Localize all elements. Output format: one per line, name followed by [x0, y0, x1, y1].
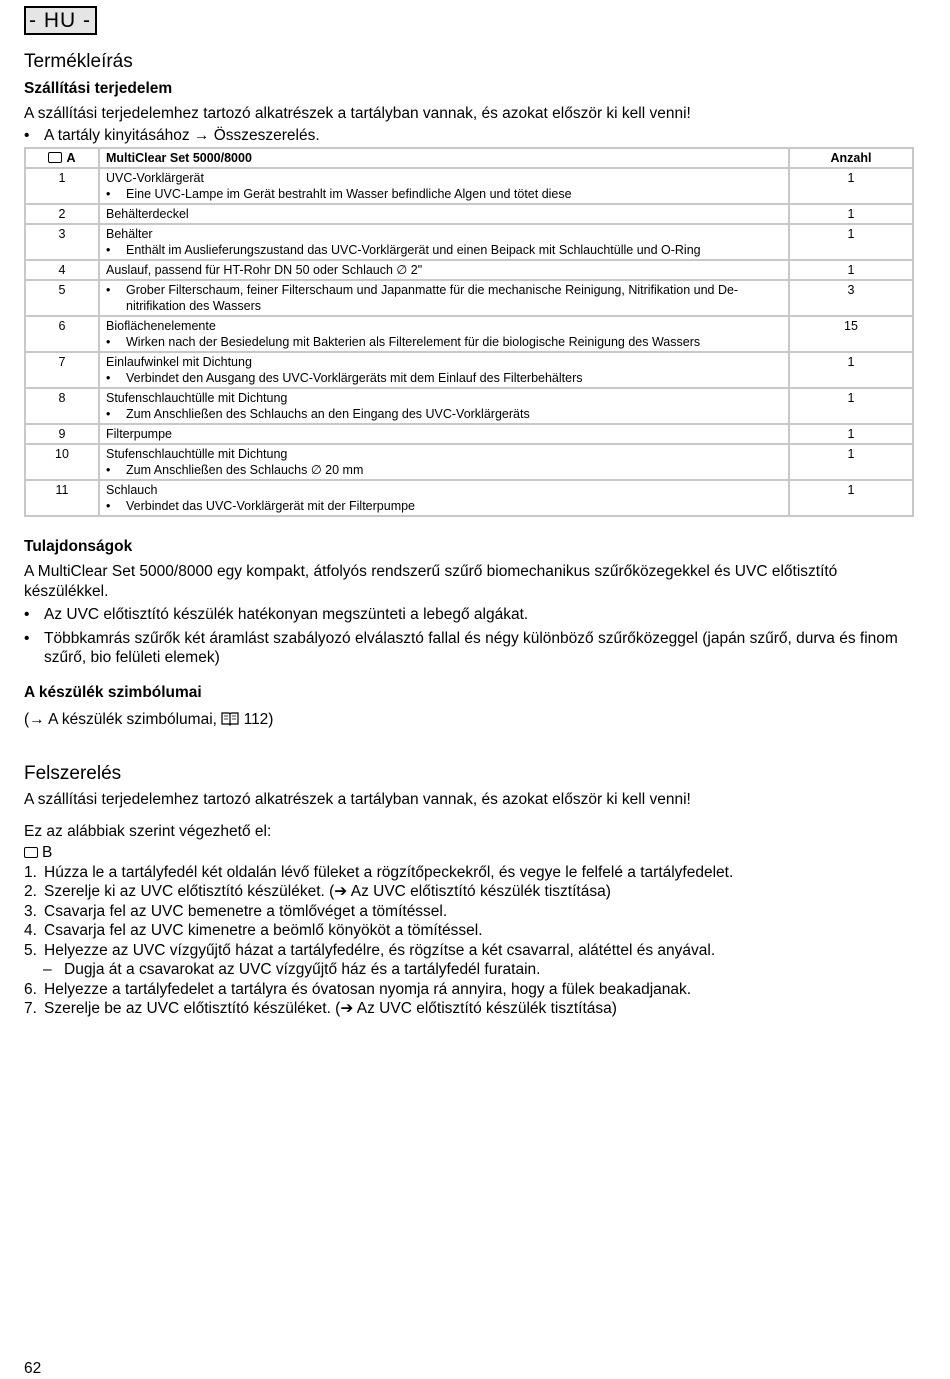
step-item — [24, 863, 916, 883]
heading-properties: Tulajdonságok — [24, 538, 133, 555]
properties-bullet-text: Többkamrás szűrők két áramlást szabályozó elválasztó fallal és négy különböző szűrőközeggel (japán szűrő, durva és finom szűrő, bio felületi elemek) — [44, 629, 898, 666]
step-text: Szerelje ki az UVC előtisztító készüléket. (➔ Az UVC előtisztító készülék tisztítása) — [44, 883, 611, 900]
step-number: 6. — [24, 980, 37, 998]
step-text: Helyezze a tartályfedelet a tartályra és óvatosan nyomja rá annyira, hogy a fülek beakadjanak. — [44, 980, 692, 998]
installation-delivery-text: A szállítási terjedelemhez tartozó alkatrészek a tartályban vannak, és azokat először ki kell venni! — [24, 791, 691, 808]
step-item — [24, 902, 916, 922]
part-name: Filterpumpe — [106, 427, 172, 441]
part-note-text: Enthält im Auslieferungszustand das UVC-Vorklärgerät und einen Beipack mit Schlauchtülle und O-Ring — [126, 243, 701, 257]
figure-box-icon — [48, 152, 62, 163]
row-description — [99, 424, 789, 444]
part-name: Auslauf, passend für HT-Rohr DN 50 oder Schlauch ∅ 2" — [106, 263, 423, 277]
row-description — [99, 280, 789, 316]
part-name: Behälter — [106, 227, 153, 241]
bullet-icon: • — [24, 606, 30, 623]
part-note — [106, 186, 782, 202]
row-number: 9 — [25, 424, 99, 444]
section-title-installation: Felszerelés — [24, 763, 122, 784]
row-description — [99, 388, 789, 424]
part-note — [106, 406, 782, 422]
part-note-text: Wirken nach der Besiedelung mit Bakterien als Filterelement für die biologische Reinigung des Wassers — [126, 335, 701, 349]
figure-ref-label: B — [42, 844, 53, 861]
properties-bullet — [24, 605, 916, 625]
part-note — [106, 334, 782, 350]
step-text: Helyezze az UVC vízgyűjtő házat a tartályfedélre, és rögzítse a két csavarral, alátéttel és anyával. — [44, 941, 716, 959]
heading-delivery-scope: Szállítási terjedelem — [24, 80, 173, 97]
bullet-icon: • — [106, 187, 111, 201]
page — [24, 6, 916, 1019]
part-note-text: Eine UVC-Lampe im Gerät bestrahlt im Wasser befindliche Algen und tötet diese — [126, 187, 572, 201]
part-note-text: Verbindet den Ausgang des UVC-Vorklärgeräts mit dem Einlauf des Filterbehälters — [126, 371, 583, 385]
step-item — [24, 999, 916, 1019]
part-name: Behälterdeckel — [106, 207, 189, 221]
row-description — [99, 204, 789, 224]
table-row — [25, 352, 913, 388]
bullet-icon: • — [24, 126, 30, 144]
table-row — [25, 224, 913, 260]
row-number: 10 — [25, 444, 99, 480]
row-quantity: 1 — [789, 388, 913, 424]
row-number: 8 — [25, 388, 99, 424]
part-name: Einlaufwinkel mit Dichtung — [106, 355, 252, 369]
header-name: MultiClear Set 5000/8000 — [99, 148, 789, 168]
table-row — [25, 424, 913, 444]
part-note-text: Verbindet das UVC-Vorklärgerät mit der Filterpumpe — [126, 499, 416, 513]
figure-reference — [24, 843, 916, 863]
step-text: Csavarja fel az UVC kimenetre a beömlő könyököt a tömítéssel. — [44, 922, 483, 939]
parts-table-header — [25, 148, 913, 168]
row-number: 6 — [25, 316, 99, 352]
row-number: 2 — [25, 204, 99, 224]
part-note-text: Zum Anschließen des Schlauchs an den Eingang des UVC-Vorklärgeräts — [126, 407, 530, 421]
step-item — [24, 941, 916, 961]
header-ref: A — [66, 151, 76, 165]
row-quantity: 15 — [789, 316, 913, 352]
part-name: Stufenschlauchtülle mit Dichtung — [106, 391, 288, 405]
step-number: 1. — [24, 863, 37, 881]
delivery-text: A szállítási terjedelemhez tartozó alkatrészek a tartályban vannak, és azokat először ki kell venni! — [24, 105, 691, 122]
installation-steps — [24, 863, 916, 1019]
header-ref-cell — [25, 148, 99, 168]
row-number: 11 — [25, 480, 99, 516]
row-description — [99, 260, 789, 280]
part-name: UVC-Vorklärgerät — [106, 171, 204, 185]
row-quantity: 1 — [789, 480, 913, 516]
step-text: Szerelje be az UVC előtisztító készüléket. (➔ Az UVC előtisztító készülék tisztítása) — [44, 1000, 617, 1017]
step-item — [24, 921, 916, 941]
step-item — [24, 980, 916, 1000]
properties-text: A MultiClear Set 5000/8000 egy kompakt, átfolyós rendszerű szűrő biomechanikus szűrőközegekkel és UVC előtisztító készülékkel. — [24, 563, 838, 600]
properties-bullet-text: Az UVC előtisztító készülék hatékonyan megszünteti a lebegő algákat. — [44, 606, 529, 623]
part-note — [106, 242, 782, 258]
table-row — [25, 260, 913, 280]
substep-text: Dugja át a csavarokat az UVC vízgyűjtő ház és a tartályfedél furatain. — [64, 961, 541, 978]
properties-bullet — [24, 629, 916, 668]
part-note — [106, 370, 782, 386]
row-quantity: 1 — [789, 204, 913, 224]
step-number: 3. — [24, 902, 37, 920]
row-quantity: 1 — [789, 168, 913, 204]
symbols-ref-prefix: (→ A készülék szimbólumai, — [24, 710, 217, 728]
symbols-reference — [24, 710, 916, 730]
row-quantity: 1 — [789, 260, 913, 280]
step-number: 4. — [24, 922, 37, 939]
language-badge: - HU - — [24, 6, 97, 35]
row-number: 1 — [25, 168, 99, 204]
book-icon — [221, 711, 239, 726]
table-row — [25, 444, 913, 480]
part-note — [106, 282, 782, 314]
step-text: Húzza le a tartályfedél két oldalán lévő füleket a rögzítőpeckekről, és vegye le felfelé a tartályfedelet. — [44, 863, 734, 881]
row-number: 5 — [25, 280, 99, 316]
row-description — [99, 224, 789, 260]
bullet-icon: • — [106, 283, 111, 297]
step-item — [24, 882, 916, 902]
step-number: 7. — [24, 1000, 37, 1017]
row-quantity: 1 — [789, 352, 913, 388]
section-title-product-description: Termékleírás — [24, 51, 133, 72]
heading-device-symbols: A készülék szimbólumai — [24, 683, 202, 701]
open-hint-text: A tartály kinyitásához → Összeszerelés. — [44, 126, 320, 144]
bullet-icon: • — [106, 371, 111, 385]
row-number: 3 — [25, 224, 99, 260]
page-number: 62 — [24, 1360, 42, 1377]
symbols-ref-suffix: 112) — [243, 710, 274, 728]
table-row — [25, 388, 913, 424]
row-description — [99, 352, 789, 388]
part-name: Stufenschlauchtülle mit Dichtung — [106, 447, 288, 461]
bullet-icon: • — [106, 335, 111, 349]
step-number: 5. — [24, 941, 37, 959]
part-note — [106, 462, 782, 478]
row-quantity: 1 — [789, 224, 913, 260]
table-row — [25, 480, 913, 516]
part-note-text: Zum Anschließen des Schlauchs ∅ 20 mm — [126, 463, 364, 477]
figure-box-icon — [24, 847, 38, 858]
open-hint — [24, 126, 916, 146]
table-row — [25, 204, 913, 224]
row-description — [99, 316, 789, 352]
row-quantity: 1 — [789, 444, 913, 480]
row-description — [99, 444, 789, 480]
substep-item — [24, 960, 916, 980]
table-row — [25, 280, 913, 316]
row-quantity: 1 — [789, 424, 913, 444]
bullet-icon: • — [24, 629, 30, 647]
part-name: Schlauch — [106, 483, 158, 497]
table-row — [25, 168, 913, 204]
dash-icon: – — [43, 961, 52, 978]
installation-intro: Ez az alábbiak szerint végezhető el: — [24, 822, 272, 840]
part-note-text: Grober Filterschaum, feiner Filterschaum und Japanmatte für die mechanische Reinigung, Nitrifikation und De-nitrifikation des Wassers — [126, 283, 739, 313]
bullet-icon: • — [106, 243, 111, 257]
row-number: 7 — [25, 352, 99, 388]
row-description — [99, 168, 789, 204]
bullet-icon: • — [106, 499, 111, 513]
step-number: 2. — [24, 883, 37, 900]
header-qty: Anzahl — [789, 148, 913, 168]
row-quantity: 3 — [789, 280, 913, 316]
step-text: Csavarja fel az UVC bemenetre a tömlővéget a tömítéssel. — [44, 902, 448, 920]
table-row — [25, 316, 913, 352]
part-name: Bioflächenelemente — [106, 319, 216, 333]
bullet-icon: • — [106, 407, 111, 421]
row-description — [99, 480, 789, 516]
parts-table — [24, 147, 914, 517]
row-number: 4 — [25, 260, 99, 280]
bullet-icon: • — [106, 463, 111, 477]
part-note — [106, 498, 782, 514]
